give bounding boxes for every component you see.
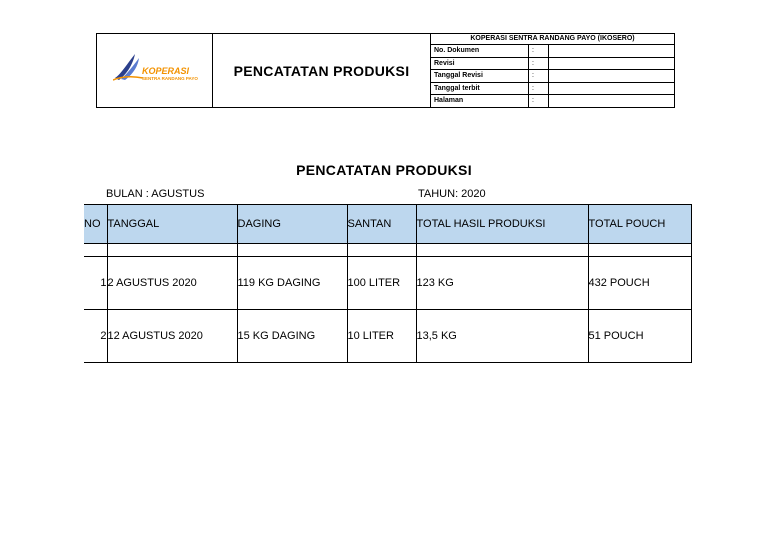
meta-label: Tanggal terbit: [431, 83, 529, 95]
cell-no: 2: [84, 310, 107, 363]
cell-tanggal: 2 AGUSTUS 2020: [107, 257, 237, 310]
cell-total-pouch: 432 POUCH: [588, 257, 691, 310]
column-header-no: NO: [84, 205, 107, 244]
cell-total-pouch: 51 POUCH: [588, 310, 691, 363]
column-header-total-pouch: TOTAL POUCH: [588, 205, 691, 244]
organization-name: KOPERASI SENTRA RANDANG PAYO (IKOSERO): [431, 34, 674, 45]
meta-value: [549, 45, 674, 57]
cell-total-hasil: 13,5 KG: [416, 310, 588, 363]
meta-row: [431, 95, 674, 107]
column-header-daging: DAGING: [237, 205, 347, 244]
logo-subtitle: SENTRA RANDANG PAYO: [142, 76, 198, 81]
header-doc-title: PENCATATAN PRODUKSI: [213, 34, 431, 107]
meta-label: No. Dokumen: [431, 45, 529, 57]
meta-colon: :: [529, 45, 549, 57]
cell-daging: 15 KG DAGING: [237, 310, 347, 363]
meta-label: Halaman: [431, 95, 529, 107]
column-header-santan: SANTAN: [347, 205, 416, 244]
month-label: BULAN : AGUSTUS: [106, 188, 205, 200]
meta-colon: :: [529, 83, 549, 95]
koperasi-logo-icon: [113, 52, 145, 82]
cell-daging: 119 KG DAGING: [237, 257, 347, 310]
meta-value: [549, 58, 674, 70]
table-row: [84, 257, 691, 310]
cell-no: 1: [84, 257, 107, 310]
meta-row: [431, 58, 674, 71]
cell-tanggal: 12 AGUSTUS 2020: [107, 310, 237, 363]
column-header-total-hasil: TOTAL HASIL PRODUKSI: [416, 205, 588, 244]
cell-total-hasil: 123 KG: [416, 257, 588, 310]
meta-row: [431, 45, 674, 58]
meta-label: Tanggal Revisi: [431, 70, 529, 82]
meta-colon: :: [529, 95, 549, 107]
meta-colon: :: [529, 58, 549, 70]
meta-value: [549, 70, 674, 82]
table-row: [84, 310, 691, 363]
meta-value: [549, 95, 674, 107]
logo: [97, 34, 213, 107]
cell-santan: 100 LITER: [347, 257, 416, 310]
document-meta: [431, 34, 674, 107]
year-label: TAHUN: 2020: [418, 188, 486, 200]
meta-value: [549, 83, 674, 95]
logo-name: KOPERASI: [142, 66, 190, 76]
meta-row: [431, 70, 674, 83]
column-header-tanggal: TANGGAL: [107, 205, 237, 244]
table-spacer-row: [84, 244, 691, 257]
page-title: PENCATATAN PRODUKSI: [296, 162, 472, 178]
meta-row: [431, 83, 674, 96]
production-table: [84, 204, 692, 363]
cell-santan: 10 LITER: [347, 310, 416, 363]
meta-label: Revisi: [431, 58, 529, 70]
document-header: [96, 33, 675, 108]
meta-colon: :: [529, 70, 549, 82]
table-header-row: [84, 205, 691, 244]
